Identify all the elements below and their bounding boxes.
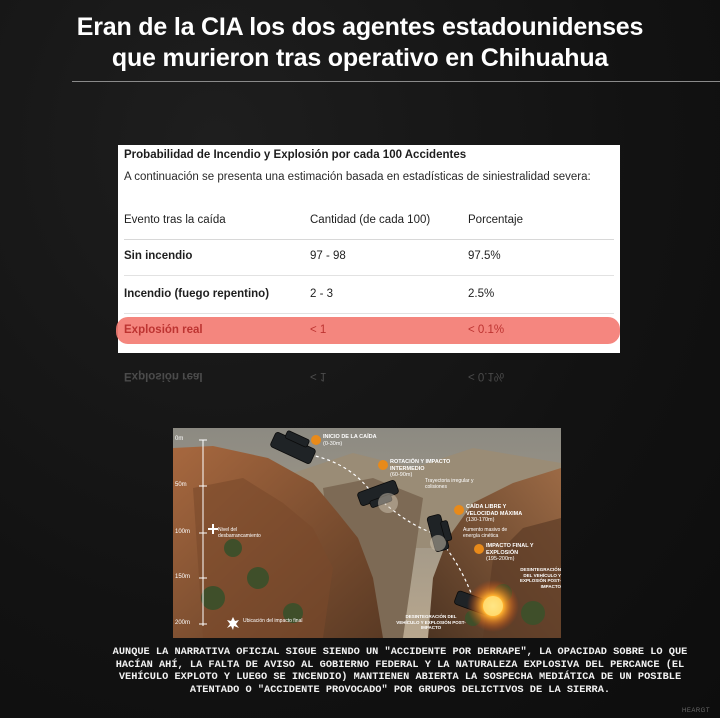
trajectory-note: Trayectoria irregular y colisiones <box>425 478 474 490</box>
step-3-title: CAÍDA LIBRE Y VELOCIDAD MÁXIMA <box>466 504 523 517</box>
step-1-title: INICIO DE LA CAÍDA <box>323 434 377 440</box>
step-3-detail: (130-170m) <box>466 517 495 523</box>
headline-line-2: que murieron tras operativo en Chihuahua <box>111 44 609 72</box>
column-header-percent: Porcentaje <box>468 214 523 226</box>
altitude-label-100: 100m <box>175 529 191 535</box>
step-1-label <box>323 434 403 447</box>
table-header-row <box>124 201 614 240</box>
row-count: < 1 <box>310 324 327 336</box>
row-percent: 97.5% <box>468 250 501 262</box>
row-percent: < 0.1% <box>468 324 505 336</box>
altitude-label-50: 50m <box>175 482 187 488</box>
row-event: Incendio (fuego repentino) <box>124 288 270 300</box>
mirrored-reflection <box>118 360 620 420</box>
disintegration-note-bottom: DESINTEGRACIÓN DEL VEHÍCULO Y EXPLOSIÓN POST-IMPACTO <box>396 614 466 630</box>
row-count: 97 - 98 <box>310 250 346 262</box>
altitude-label-200: 200m <box>175 620 191 626</box>
step-2-label <box>390 459 470 479</box>
column-header-count: Cantidad (de cada 100) <box>310 214 431 226</box>
reflection-percent: < 0.1% <box>468 370 505 382</box>
divider <box>72 81 720 82</box>
row-percent: 2.5% <box>468 288 495 300</box>
watermark: HEARGT <box>681 708 710 714</box>
reflection-count: < 1 <box>310 370 327 382</box>
headline <box>40 12 680 74</box>
step-1-detail: (0-30m) <box>323 440 343 447</box>
step-4-detail: (195-200m) <box>486 556 515 562</box>
table-subtitle: A continuación se presenta una estimación basada en estadísticas de siniestralidad severa: <box>124 171 591 183</box>
reflection-event: Explosión real <box>124 370 203 382</box>
headline-line-1: Eran de la CIA los dos agentes estadounidenses <box>76 13 644 41</box>
step-4-title: IMPACTO FINAL Y EXPLOSIÓN <box>486 543 534 556</box>
step-2-detail: (60-90m) <box>390 472 413 478</box>
row-event: Sin incendio <box>124 250 193 262</box>
table-row <box>124 275 614 314</box>
crash-illustration <box>173 428 561 638</box>
altitude-label-150: 150m <box>175 574 191 580</box>
row-event: Explosión real <box>124 324 203 336</box>
caption-text: AUNQUE LA NARRATIVA OFICIAL SIGUE SIENDO UN "ACCIDENTE POR DERRAPE", LA OPACIDAD SOBRE LO QUE HACÍAN AHÍ, LA FALTA DE AVISO AL GOBIERNO FEDERAL Y LA NATURALEZA EXPLOSIVA DEL PERCANCE (EL VEHÍCULO EXPLOTO Y LUEGO SE INCENDIO) MANTIENEN ABIERTA LA SOSPECHA MEDIÁTICA DE UN POSIBLE ATENTADO O "ACCIDENTE PROVOCADO" POR GRUPOS DELICTIVOS DE LA SIERRA. <box>112 646 688 696</box>
step-3-label <box>466 504 536 524</box>
altitude-label-0: 0m <box>175 436 184 442</box>
step-2-title: ROTACIÓN Y IMPACTO INTERMEDIO <box>390 459 451 472</box>
step-4-label <box>486 543 556 563</box>
table-row <box>124 237 614 276</box>
table-title: Probabilidad de Incendio y Explosión por cada 100 Accidentes <box>124 149 467 161</box>
column-header-event: Evento tras la caída <box>124 214 226 226</box>
row-count: 2 - 3 <box>310 288 334 300</box>
highlighted-row-explosion <box>116 317 620 344</box>
cliff-level-note: Nivel del desbarrancamiento <box>218 527 261 539</box>
disintegration-note-right: DESINTEGRACIÓN DEL VEHÍCULO Y EXPLOSIÓN POST-IMPACTO <box>519 567 561 589</box>
impact-location-note: Ubicación del impacto final <box>243 618 303 624</box>
energy-note: Aumento masivo de energía cinética <box>463 527 508 539</box>
